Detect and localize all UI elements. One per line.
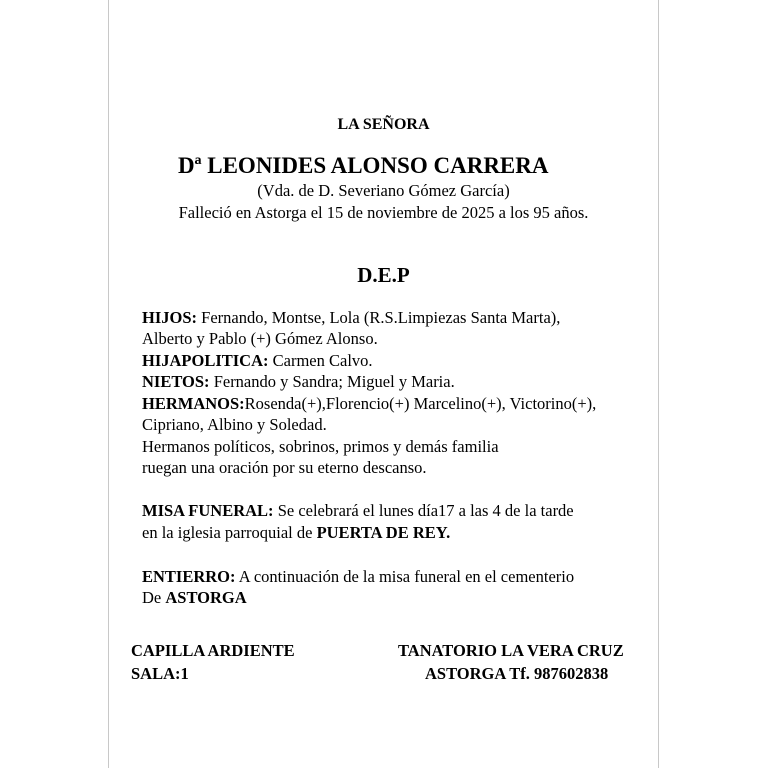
closing-line-2: ruegan una oración por su eterno descanso. bbox=[142, 458, 427, 477]
funeral-line-2 bbox=[142, 522, 450, 544]
hermanos-line-2: Cipriano, Albino y Soledad. bbox=[142, 415, 327, 434]
deceased-name: Dª LEONIDES ALONSO CARRERA bbox=[178, 153, 549, 178]
hijos-line bbox=[142, 307, 560, 329]
hermanos-label: HERMANOS: bbox=[142, 394, 245, 413]
nietos-text: Fernando y Sandra; Miguel y Maria. bbox=[209, 372, 455, 391]
funeral-line bbox=[142, 500, 574, 522]
nietos-label: NIETOS: bbox=[142, 372, 210, 391]
death-info-line: Falleció en Astorga el 15 de noviembre de 2025 a los 95 años. bbox=[178, 203, 589, 222]
dep-heading: D.E.P bbox=[357, 263, 410, 287]
hermanos-line bbox=[142, 393, 596, 415]
funeral-label: MISA FUNERAL: bbox=[142, 501, 274, 520]
intro-heading: LA SEÑORA bbox=[337, 116, 430, 133]
funeral-home-name: TANATORIO LA VERA CRUZ bbox=[398, 641, 624, 660]
hijapolitica-text: Carmen Calvo. bbox=[268, 351, 373, 370]
burial-line bbox=[142, 566, 574, 588]
funeral-text: Se celebrará el lunes día17 a las 4 de la tarde bbox=[273, 501, 574, 520]
hijos-label: HIJOS: bbox=[142, 308, 198, 327]
hijos-text: Fernando, Montse, Lola (R.S.Limpiezas Santa Marta), bbox=[197, 308, 561, 327]
funeral-church: PUERTA DE REY. bbox=[316, 523, 451, 542]
burial-place: ASTORGA bbox=[165, 588, 247, 607]
burial-prefix: De bbox=[142, 588, 166, 607]
hijapolitica-line bbox=[142, 350, 373, 372]
burial-label: ENTIERRO: bbox=[142, 567, 236, 586]
hijapolitica-label: HIJAPOLITICA: bbox=[142, 351, 269, 370]
widow-of-line: (Vda. de D. Severiano Gómez García) bbox=[257, 181, 510, 200]
hermanos-text: Rosenda(+),Florencio(+) Marcelino(+), Victorino(+), bbox=[244, 394, 597, 413]
funeral-home-phone: ASTORGA Tf. 987602838 bbox=[425, 664, 609, 683]
funeral-location-text: en la iglesia parroquial de bbox=[142, 523, 317, 542]
burial-text: A continuación de la misa funeral en el cementerio bbox=[235, 567, 575, 586]
nietos-line bbox=[142, 371, 455, 393]
obituary-page bbox=[108, 0, 659, 768]
chapel-room: SALA:1 bbox=[131, 664, 189, 683]
hijos-line-2: Alberto y Pablo (+) Gómez Alonso. bbox=[142, 329, 378, 348]
closing-line-1: Hermanos políticos, sobrinos, primos y demás familia bbox=[142, 437, 499, 456]
burial-line-2 bbox=[142, 587, 247, 609]
chapel-label: CAPILLA ARDIENTE bbox=[131, 641, 295, 660]
